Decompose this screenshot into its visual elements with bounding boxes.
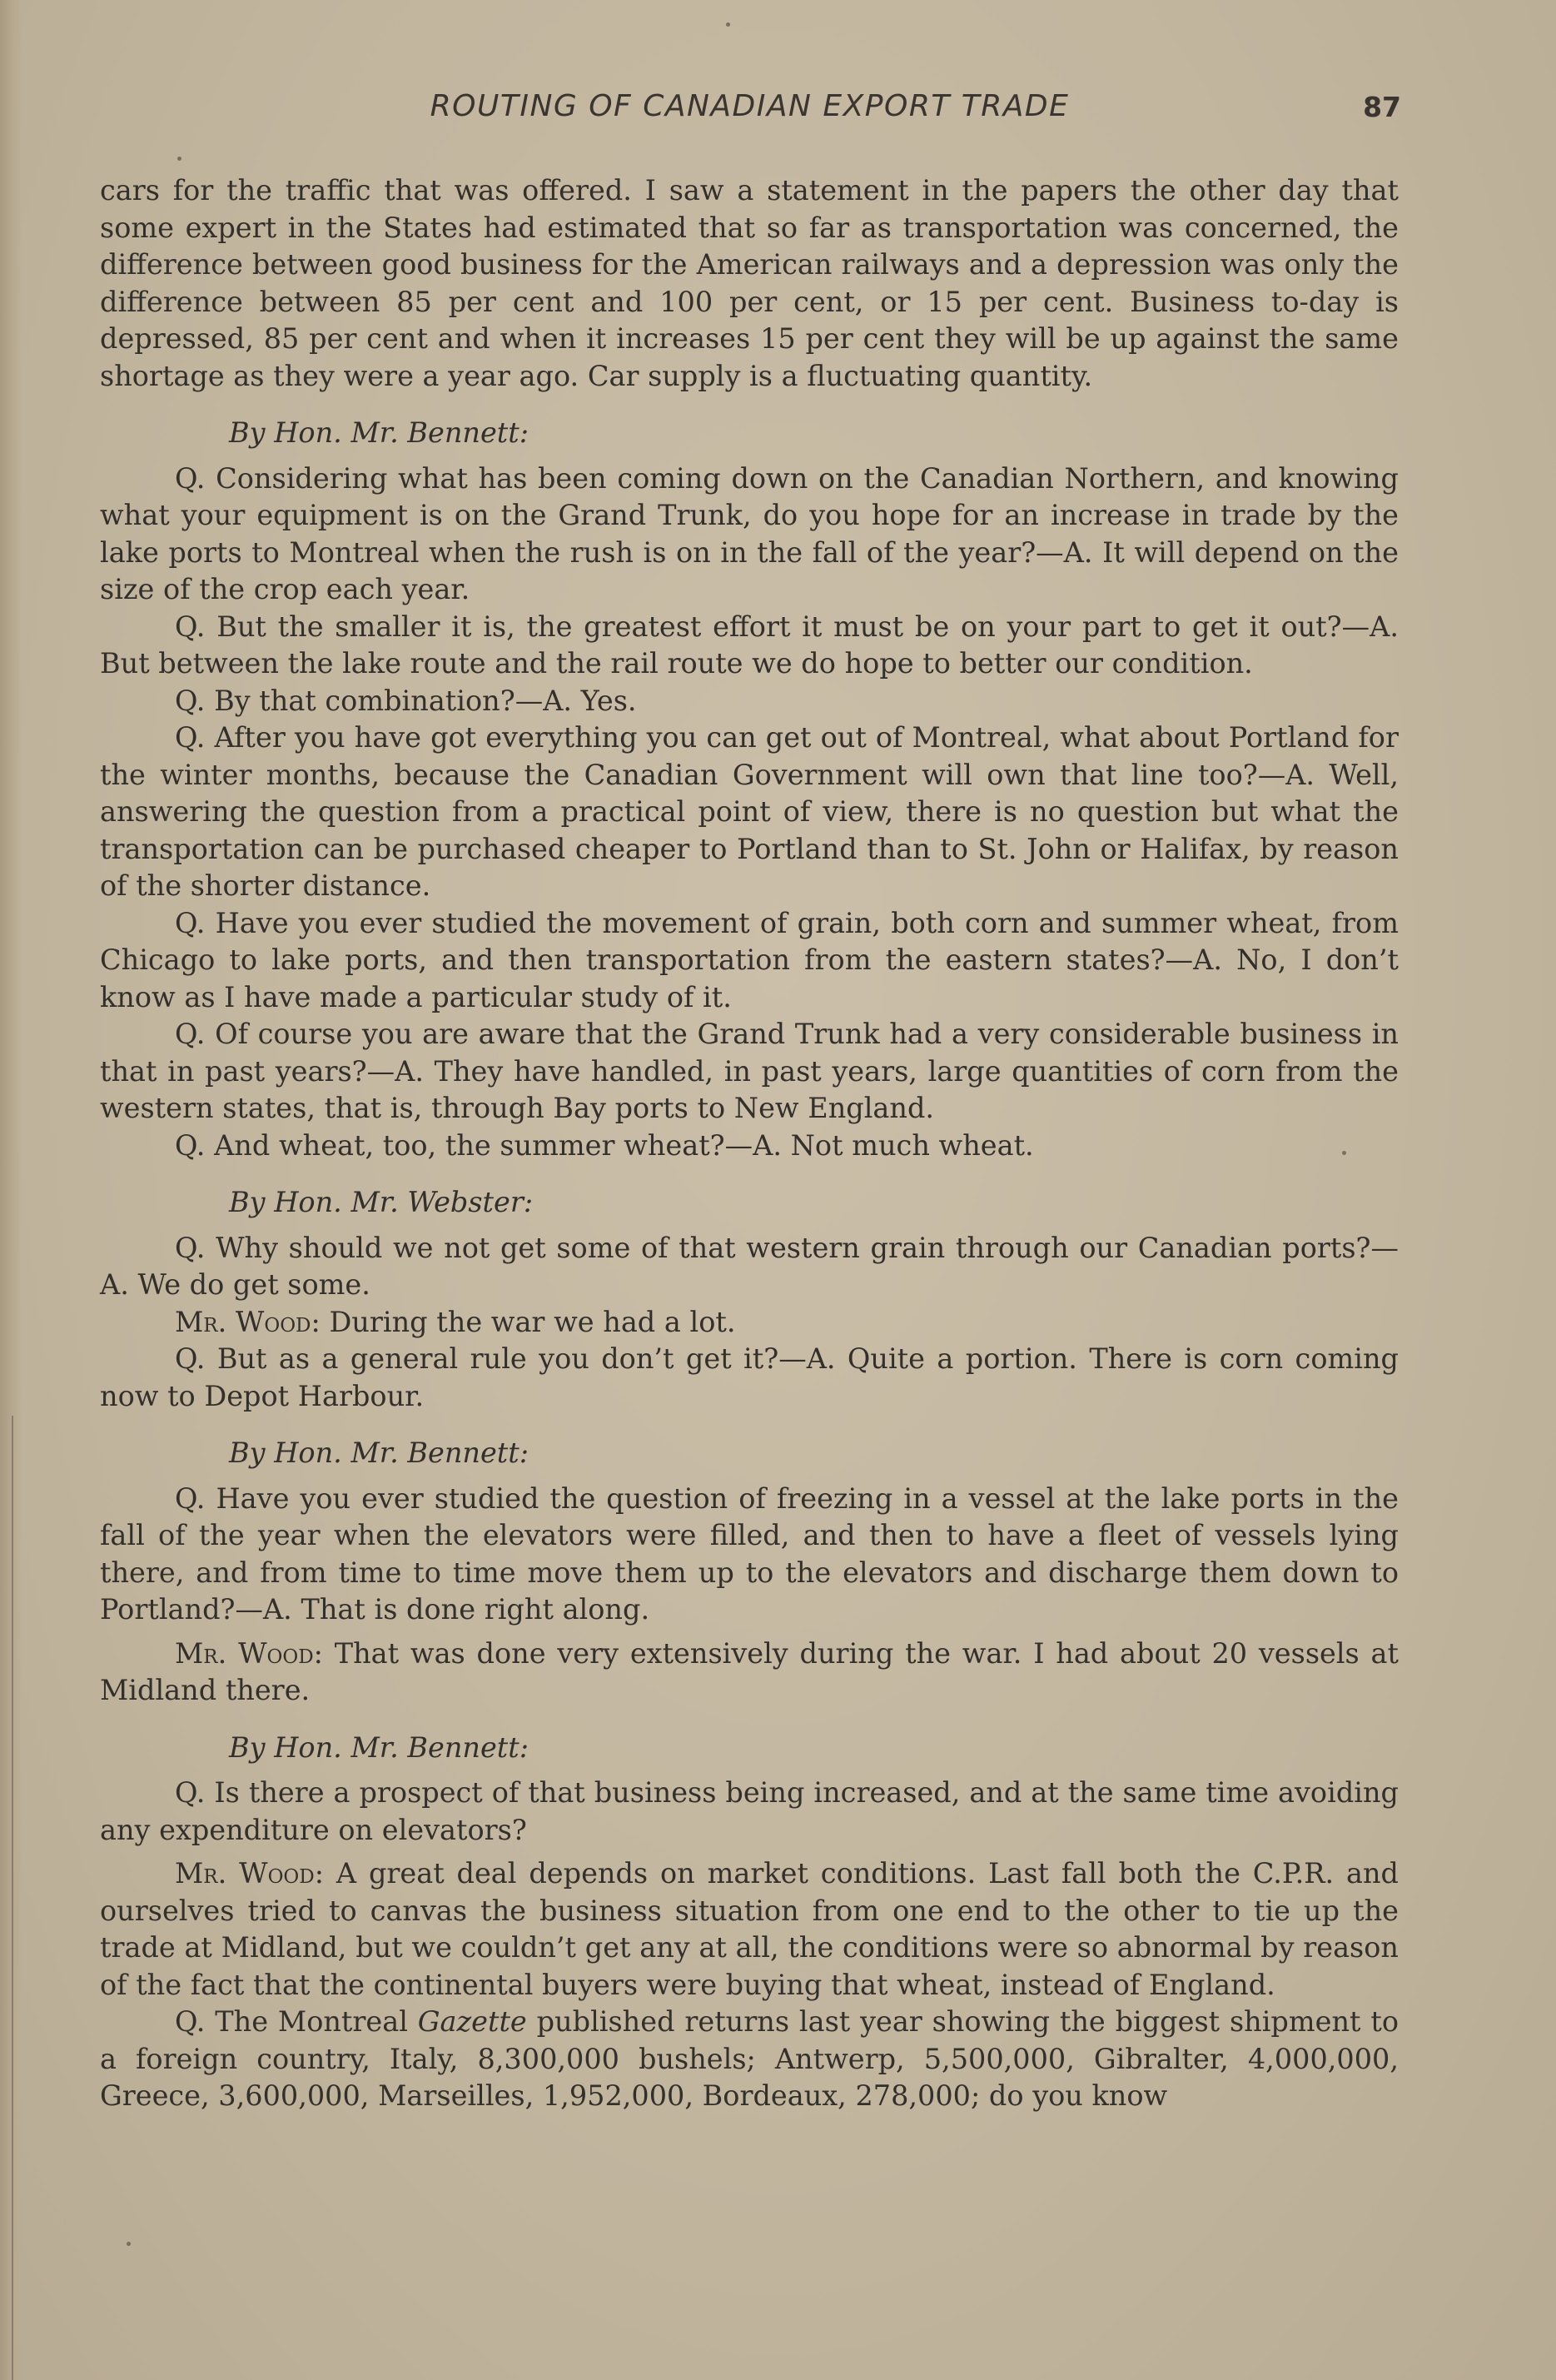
paragraph: Q. Have you ever studied the movement of grain, both corn and summer wheat, from Chicago to lake ports, and then transportation from the eastern states?—A. No, I don’t know as I have made a particular study of it. <box>100 906 1399 1013</box>
witness-name: Mr. Wood: <box>175 1636 323 1670</box>
paragraph: Q. By that combination?—A. Yes. <box>175 684 637 717</box>
speaker-heading: By Hon. Mr. Webster: <box>229 1186 534 1218</box>
paragraph: Q. Have you ever studied the question of freezing in a vessel at the lake ports in the fall of the year when the elevators were filled, and then to have a fleet of vessels lying there, and from time to time move them up to the elevators and discharge them down to Portland?—A. That is done right along. <box>100 1481 1399 1626</box>
paragraph: Q. But the smaller it is, the greatest effort it must be on your part to get it out?—A. But between the lake route and the rail route we do hope to better our condition. <box>100 610 1399 680</box>
paragraph: Q. But as a general rule you don’t get it?—A. Quite a portion. There is corn coming now to Depot Harbour. <box>100 1342 1399 1412</box>
witness-name: Mr. Wood: <box>175 1857 325 1890</box>
text-run: published returns last year showing the biggest shipment to a foreign country, Italy, 8,300,000 bushels; Antwerp, 5,500,000, Gibralter, 4,000,000, Greece, 3,600,000, Marseilles, 1,952,000, Bordeaux, 278,000; do you know <box>100 2005 1399 2112</box>
paragraph: Q. Why should we not get some of that western grain through our Canadian ports?—A. We do get some. <box>100 1231 1399 1301</box>
paragraph: Q. And wheat, too, the summer wheat?—A. Not much wheat. <box>175 1128 1034 1162</box>
page-body <box>100 172 1399 2115</box>
witness-name: Mr. Wood: <box>175 1305 321 1338</box>
page-number: 87 <box>1363 91 1401 123</box>
newspaper-title: Gazette <box>417 2005 527 2038</box>
page-binding-edge <box>0 0 22 2380</box>
paragraph: Q. Considering what has been coming down on the Canadian Northern, and knowing what your equipment is on the Grand Trunk, do you hope for an increase in trade by the lake ports to Montreal when the rush is on in the fall of the year?—A. It will depend on the size of the crop each year. <box>100 461 1399 605</box>
paragraph: Q. After you have got everything you can get out of Montreal, what about Portland for the winter months, because the Canadian Government will own that line too?—A. Well, answering the question from a practical point of view, there is no question but what the transportation can be purchased cheaper to Portland than to St. John or Halifax, by reason of the shorter distance. <box>100 721 1399 902</box>
speaker-heading: By Hon. Mr. Bennett: <box>229 1730 529 1764</box>
witness-text: During the war we had a lot. <box>320 1305 736 1338</box>
paragraph: cars for the traffic that was offered. I saw a statement in the papers the other day that some expert in the States had estimated that so far as transportation was concerned, the difference between good business for the American railways and a depression was only the difference between 85 per cent and 100 per cent, or 15 per cent. Business to-day is depressed, 85 per cent and when it increases 15 per cent they will be up against the same shortage as they were a year ago. Car supply is a fluctuating quantity. <box>100 174 1399 392</box>
witness-paragraph <box>100 1855 1399 2004</box>
paragraph: Q. Of course you are aware that the Grand Trunk had a very considerable business in that in past years?—A. They have handled, in past years, large quantities of corn from the western states, that is, through Bay ports to New England. <box>100 1018 1399 1124</box>
paragraph <box>100 2004 1399 2115</box>
text-run: Q. The Montreal <box>175 2005 418 2038</box>
speaker-heading: By Hon. Mr. Bennett: <box>229 416 529 449</box>
witness-paragraph <box>100 1636 1399 1710</box>
witness-paragraph <box>100 1304 1399 1342</box>
page-header <box>98 89 1401 131</box>
speaker-heading: By Hon. Mr. Bennett: <box>229 1436 529 1469</box>
witness-text: That was done very extensively during the war. I had about 20 vessels at Midland there. <box>100 1636 1399 1706</box>
witness-text: A great deal depends on market conditions. Last fall both the C.P.R. and ourselves tried to canvas the business situation from one end to the other to tie up the trade at Midland, but we couldn’t get any at all, the conditions were so abnormal by reason of the fact that the continental buyers were buying that wheat, instead of England. <box>100 1857 1399 2001</box>
paragraph: Q. Is there a prospect of that business being increased, and at the same time avoiding any expenditure on elevators? <box>100 1776 1399 1846</box>
running-title: ROUTING OF CANADIAN EXPORT TRADE <box>430 89 1070 123</box>
